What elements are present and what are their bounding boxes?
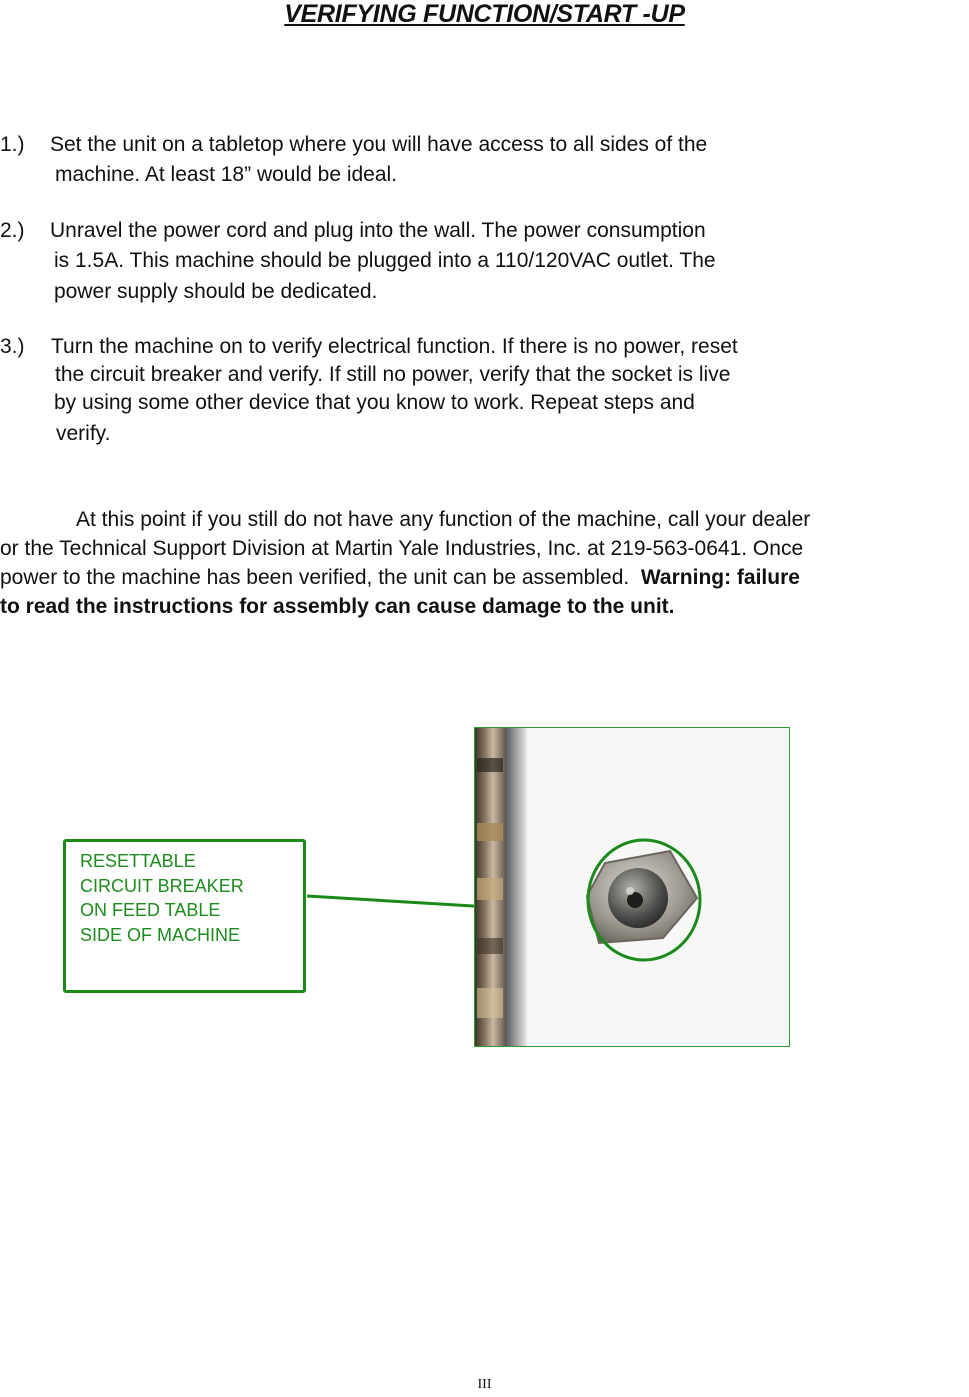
callout-line: CIRCUIT BREAKER bbox=[80, 875, 244, 896]
callout-line: SIDE OF MACHINE bbox=[80, 924, 241, 945]
callout-line: RESETTABLE bbox=[80, 851, 196, 871]
step-line: Set the unit on a tabletop where you will have access to all sides of the bbox=[50, 133, 708, 156]
step-line: verify. bbox=[56, 422, 111, 445]
warning-text: Warning: failure bbox=[640, 566, 800, 589]
warning-text: to read the instructions for assembly can cause damage to the unit. bbox=[0, 595, 675, 618]
step-number: 2.) bbox=[0, 219, 25, 242]
step-line: is 1.5A. This machine should be plugged into a 110/120VAC outlet. The bbox=[54, 249, 716, 272]
step-line: Unravel the power cord and plug into the wall. The power consumption bbox=[50, 219, 706, 242]
circuit-breaker-photo bbox=[474, 727, 790, 1047]
step-line: by using some other device that you know to work. Repeat steps and bbox=[54, 391, 695, 414]
step-line: the circuit breaker and verify. If still no power, verify that the socket is live bbox=[55, 363, 731, 386]
circuit-breaker-image bbox=[475, 728, 789, 1046]
callout-line: ON FEED TABLE bbox=[80, 900, 221, 920]
paragraph-line: or the Technical Support Division at Martin Yale Industries, Inc. at 219-563-0641. Once bbox=[0, 537, 804, 560]
step-number: 1.) bbox=[0, 133, 25, 156]
step-line: machine. At least 18” would be ideal. bbox=[55, 163, 398, 186]
step-line: power supply should be dedicated. bbox=[54, 280, 378, 303]
page-title: VERIFYING FUNCTION/START -UP bbox=[284, 0, 685, 28]
step-number: 3.) bbox=[0, 335, 25, 358]
paragraph-text: power to the machine has been verified, the unit can be assembled. bbox=[0, 566, 641, 589]
paragraph-line: At this point if you still do not have any function of the machine, call your dealer bbox=[76, 508, 811, 531]
page-number: III bbox=[477, 1377, 492, 1392]
step-line: Turn the machine on to verify electrical function. If there is no power, reset bbox=[51, 335, 738, 358]
